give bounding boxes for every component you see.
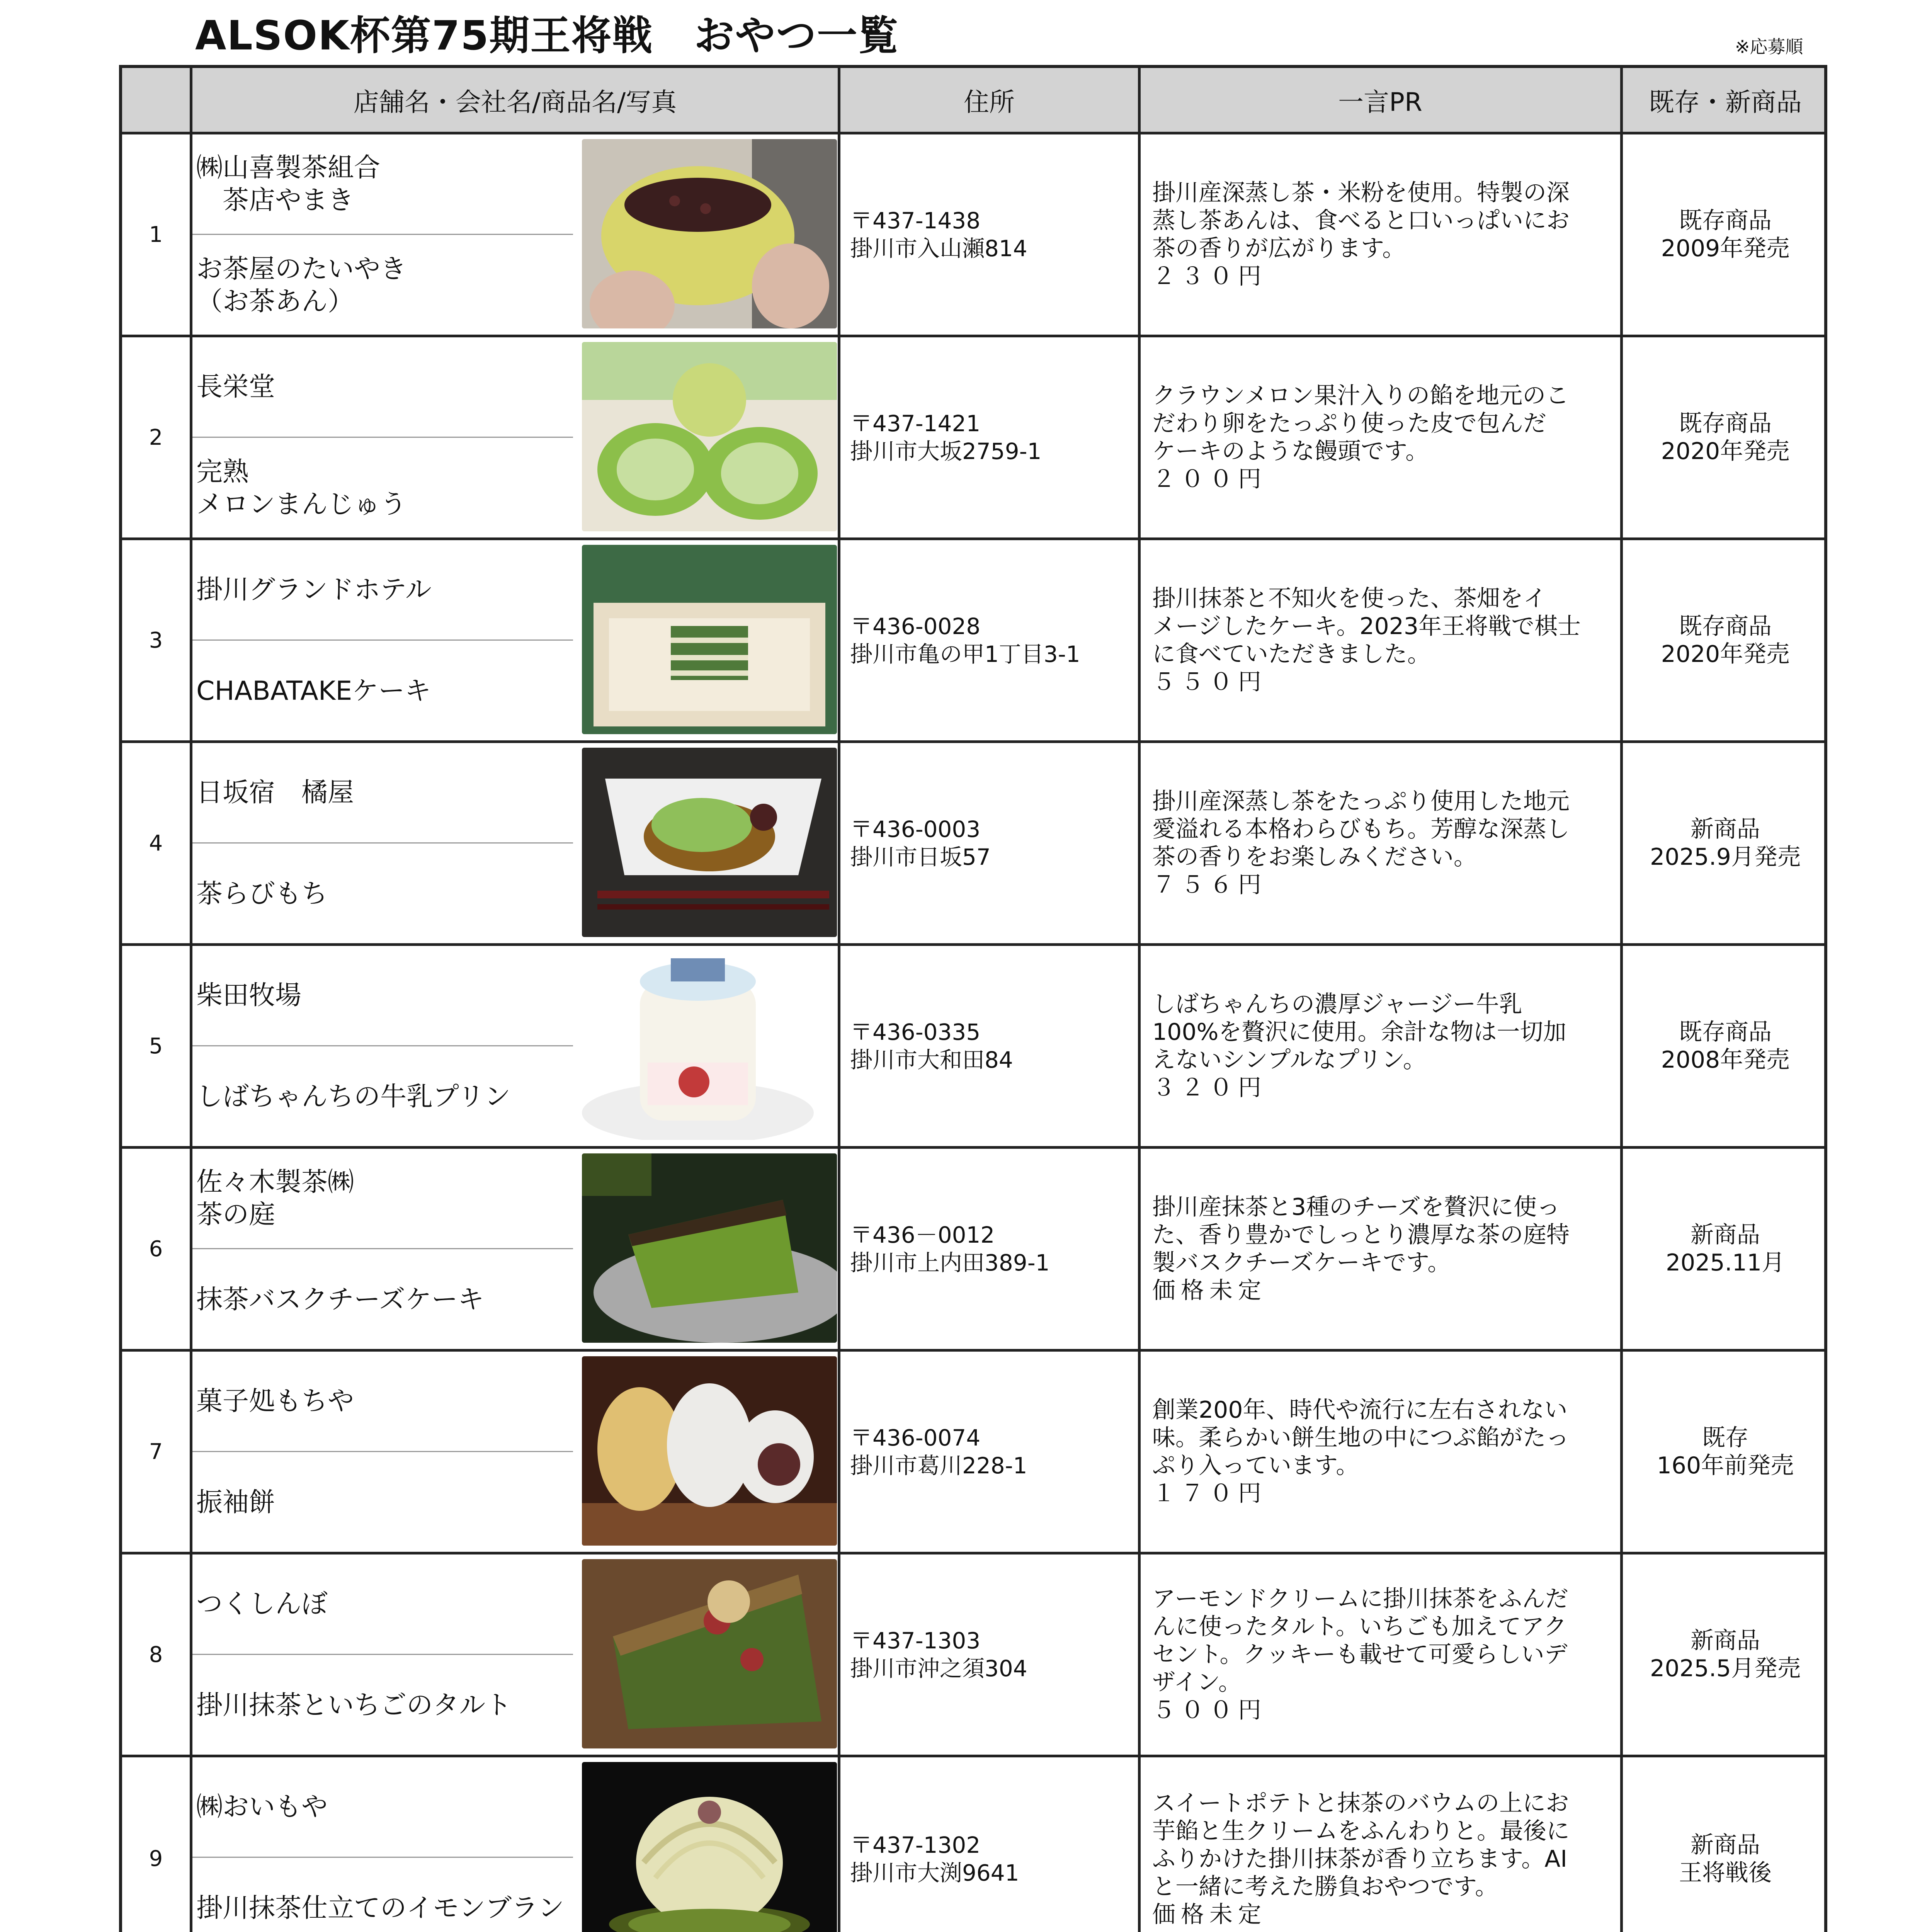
row-number: 7: [149, 1439, 163, 1464]
shop-name-line: 佐々木製茶㈱: [196, 1167, 354, 1197]
address-cell: [845, 743, 1148, 943]
address-cell: [845, 946, 1148, 1146]
status-cell: [1623, 134, 1828, 335]
street-address: 掛川市大坂2759-1: [850, 438, 1042, 464]
product-name-line: 完熟: [196, 456, 249, 487]
pr-text-line: セント。クッキーも載せて可愛らしいデ: [1152, 1641, 1568, 1668]
shop-name: [192, 743, 573, 844]
street-address: 掛川市沖之須304: [850, 1655, 1027, 1682]
status-cell: [1623, 1757, 1828, 1932]
status-cell-line: 2025.5月発売: [1650, 1655, 1801, 1682]
price: ５００円: [1152, 1697, 1267, 1724]
shop-name: [192, 1352, 573, 1452]
row-number: 2: [149, 425, 163, 450]
pr-text-line: ケーキのような饅頭です。: [1152, 438, 1429, 465]
street-address: 掛川市上内田389-1: [850, 1250, 1050, 1276]
pr-text-line: だわり卵をたっぷり使った皮で包んだ: [1152, 410, 1546, 437]
pr-text-line: 製バスクチーズケーキです。: [1152, 1249, 1451, 1276]
status-cell-line: 2025.11月: [1665, 1249, 1785, 1276]
postal-code: 〒436－0012: [850, 1222, 995, 1248]
status-cell-line: 2008年発売: [1661, 1046, 1790, 1073]
table-row: [122, 1554, 1824, 1757]
price: ２００円: [1152, 466, 1267, 493]
product-name: [192, 236, 573, 335]
status-cell: [1623, 743, 1828, 943]
price: ７５６円: [1152, 871, 1267, 898]
shop-name: [192, 1149, 573, 1249]
table-row: [122, 1757, 1824, 1932]
status-cell-line: 既存商品: [1679, 410, 1772, 437]
status-cell-line: 新商品: [1690, 1831, 1760, 1859]
matcha-tart-photo: [582, 1559, 837, 1748]
shop-name-line: 菓子処もちや: [196, 1386, 354, 1417]
status-cell-line: 既存: [1702, 1424, 1748, 1451]
street-address: 掛川市大渕9641: [850, 1859, 1019, 1886]
pr-text: [1147, 1554, 1620, 1755]
pr-text: [1147, 540, 1620, 740]
page-title: ALSOK杯第75期王将戦 おやつ一覧: [195, 12, 899, 59]
status-cell-line: 既存商品: [1679, 613, 1772, 640]
table-row: [122, 1352, 1824, 1554]
pr-text-line: えないシンプルなプリン。: [1152, 1046, 1426, 1073]
product-name: [192, 642, 573, 740]
status-cell: [1623, 540, 1828, 740]
pr-text-line: 味。柔らかい餅生地の中につぶ餡がたっ: [1152, 1424, 1569, 1451]
postal-code: 〒436-0074: [850, 1425, 981, 1451]
pr-text-line: と一緒に考えた勝負おやつです。: [1152, 1873, 1498, 1900]
product-name-line: CHABATAKEケーキ: [196, 675, 431, 706]
shop-name-line: 長栄堂: [196, 371, 276, 402]
status-cell: [1623, 946, 1828, 1146]
pr-text-line: 創業200年、時代や流行に左右されない: [1152, 1396, 1568, 1423]
shop-name: [192, 540, 573, 641]
product-name-line: お茶屋のたいやき: [196, 253, 407, 284]
header-address: 住所: [964, 87, 1015, 117]
shop-name: [192, 1554, 573, 1655]
address-cell: [845, 134, 1148, 335]
pr-text-line: 芋餡と生クリームをふんわりと。最後に: [1152, 1817, 1570, 1845]
pr-text: [1147, 337, 1620, 537]
melon-manju-photo: [582, 342, 837, 531]
shop-name: [192, 946, 573, 1046]
product-name: [192, 439, 573, 537]
pr-text-line: スイートポテトと抹茶のバウムの上にお: [1152, 1789, 1569, 1817]
pr-text-line: 掛川産深蒸し茶をたっぷり使用した地元: [1152, 788, 1570, 815]
shop-name-line: 掛川グランドホテル: [196, 574, 432, 605]
row-number: 6: [149, 1236, 163, 1262]
furisode-mochi-photo: [582, 1356, 837, 1546]
pr-text-line: 掛川抹茶と不知火を使った、茶畑をイ: [1152, 585, 1546, 612]
price: ２３０円: [1152, 263, 1267, 290]
warabimochi-photo: [582, 748, 837, 937]
product-name-line: 掛川抹茶仕立てのイモンブラン: [196, 1893, 565, 1923]
shop-name-line: ㈱おいもや: [196, 1791, 328, 1822]
status-cell: [1623, 337, 1828, 537]
mont-blanc-photo: [582, 1762, 837, 1932]
shop-name-line: 茶店やまき: [196, 185, 354, 216]
snack-table: [119, 65, 1827, 1932]
street-address: 掛川市日坂57: [850, 844, 991, 870]
price: ５５０円: [1152, 668, 1267, 696]
postal-code: 〒436-0003: [850, 816, 981, 842]
address-cell: [845, 337, 1148, 537]
status-cell-line: 新商品: [1690, 816, 1760, 843]
status-cell-line: 2025.9月発売: [1650, 844, 1801, 871]
postal-code: 〒436-0028: [850, 613, 981, 639]
status-cell-line: 新商品: [1690, 1627, 1760, 1654]
product-name: [192, 845, 573, 943]
pr-text: [1147, 1352, 1620, 1552]
address-cell: [845, 1149, 1148, 1349]
taiyaki-photo: [582, 139, 837, 328]
postal-code: 〒437-1438: [850, 207, 981, 234]
product-name-line: 掛川抹茶といちごのタルト: [196, 1690, 512, 1721]
row-number: 4: [149, 830, 163, 856]
pr-text-line: に食べていただきました。: [1152, 641, 1430, 668]
status-cell-line: 既存商品: [1679, 207, 1772, 234]
milk-pudding-photo: [582, 951, 837, 1140]
shop-name-line: 柴田牧場: [196, 980, 302, 1011]
status-cell-line: 2020年発売: [1661, 641, 1790, 668]
basque-cheesecake-photo: [582, 1153, 837, 1343]
row-number: 9: [149, 1846, 163, 1871]
table-header: [122, 68, 1824, 134]
shop-name-line: 日坂宿 橘屋: [196, 777, 354, 808]
status-cell-line: 2020年発売: [1661, 438, 1790, 465]
product-name: [192, 1453, 573, 1552]
pr-text-line: 茶の香りをお楽しみください。: [1152, 844, 1477, 871]
pr-text-line: 蒸し茶あんは、食べると口いっぱいにお: [1152, 207, 1570, 234]
pr-text-line: クラウンメロン果汁入りの餡を地元のこ: [1152, 382, 1569, 409]
street-address: 掛川市入山瀬814: [850, 235, 1027, 262]
pr-text-line: アーモンドクリームに掛川抹茶をふんだ: [1152, 1585, 1568, 1612]
status-cell-line: 王将戦後: [1679, 1859, 1772, 1886]
header-status: 既存・新商品: [1649, 87, 1802, 117]
pr-text-line: ザイン。: [1152, 1669, 1242, 1696]
address-cell: [845, 540, 1148, 740]
product-name: [192, 1859, 573, 1932]
pr-text-line: 茶の香りが広がります。: [1152, 235, 1406, 262]
shop-name: [192, 1757, 573, 1858]
order-note: ※応募順: [1735, 36, 1803, 57]
table-row: [122, 946, 1824, 1149]
pr-text-line: 100%を贅沢に使用。余計な物は一切加: [1152, 1019, 1566, 1046]
table-row: [122, 1149, 1824, 1352]
product-name-line: （お茶あん）: [196, 286, 354, 317]
shop-name-line: つくしんぼ: [196, 1588, 328, 1619]
header-pr: 一言PR: [1338, 87, 1422, 117]
pr-text: [1147, 134, 1620, 335]
pr-text-line: 掛川産抹茶と3種のチーズを贅沢に使っ: [1152, 1194, 1560, 1221]
product-name-line: 抹茶バスクチーズケーキ: [196, 1284, 484, 1315]
status-cell: [1623, 1352, 1828, 1552]
pr-text: [1147, 946, 1620, 1146]
product-name-line: しばちゃんちの牛乳プリン: [196, 1081, 511, 1112]
product-name: [192, 1656, 573, 1755]
product-name-line: 茶らびもち: [196, 878, 328, 909]
row-number: 8: [149, 1642, 163, 1667]
pr-text-line: んに使ったタルト。いちごも加えてアク: [1152, 1613, 1567, 1640]
table-row: [122, 134, 1824, 337]
status-cell: [1623, 1554, 1828, 1755]
shop-name-line: ㈱山喜製茶組合: [196, 152, 381, 183]
product-name: [192, 1250, 573, 1349]
street-address: 掛川市亀の甲1丁目3-1: [850, 641, 1080, 667]
shop-name: [192, 134, 573, 235]
price: ３２０円: [1152, 1074, 1267, 1101]
pr-text: [1147, 743, 1620, 943]
table-row: [122, 337, 1824, 540]
product-name-line: メロンまんじゅう: [196, 489, 407, 520]
header-shop-product-photo: 店舗名・会社名/商品名/写真: [353, 87, 677, 117]
pr-text-line: ぷり入っています。: [1152, 1452, 1359, 1479]
row-number: 3: [149, 628, 163, 653]
pr-text-line: メージしたケーキ。2023年王将戦で棋士: [1152, 613, 1581, 640]
table-row: [122, 540, 1824, 743]
address-cell: [845, 1554, 1148, 1755]
postal-code: 〒437-1421: [850, 410, 981, 437]
status-cell-line: 160年前発売: [1656, 1452, 1794, 1479]
shop-name: [192, 337, 573, 438]
chabatake-cake-photo: [582, 545, 837, 734]
address-cell: [845, 1352, 1148, 1552]
pr-text: [1147, 1757, 1620, 1932]
street-address: 掛川市葛川228-1: [850, 1452, 1027, 1479]
status-cell-line: 既存商品: [1679, 1019, 1772, 1046]
status-cell-line: 新商品: [1690, 1221, 1760, 1248]
pr-text-line: ふりかけた掛川抹茶が香り立ちます。AI: [1152, 1845, 1567, 1872]
price: 価格未定: [1152, 1277, 1267, 1304]
pr-text: [1147, 1149, 1620, 1349]
pr-text-line: 掛川産深蒸し茶・米粉を使用。特製の深: [1152, 179, 1570, 206]
shop-name-line: 茶の庭: [196, 1199, 276, 1230]
product-name: [192, 1048, 573, 1146]
price: １７０円: [1152, 1480, 1267, 1507]
pr-text-line: た、香り豊かでしっとり濃厚な茶の庭特: [1152, 1221, 1570, 1248]
pr-text-line: しばちゃんちの濃厚ジャージー牛乳: [1152, 991, 1522, 1018]
status-cell-line: 2009年発売: [1661, 235, 1790, 262]
row-number: 1: [149, 222, 163, 247]
postal-code: 〒437-1303: [850, 1628, 981, 1654]
pr-text-line: 愛溢れる本格わらびもち。芳醇な深蒸し: [1152, 816, 1570, 843]
table-row: [122, 743, 1824, 946]
postal-code: 〒437-1302: [850, 1832, 981, 1858]
row-number: 5: [149, 1033, 163, 1059]
product-name-line: 振袖餅: [196, 1487, 276, 1518]
price: 価格未定: [1152, 1901, 1267, 1928]
address-cell: [845, 1757, 1148, 1932]
status-cell: [1623, 1149, 1828, 1349]
street-address: 掛川市大和田84: [850, 1047, 1013, 1073]
postal-code: 〒436-0335: [850, 1019, 981, 1045]
